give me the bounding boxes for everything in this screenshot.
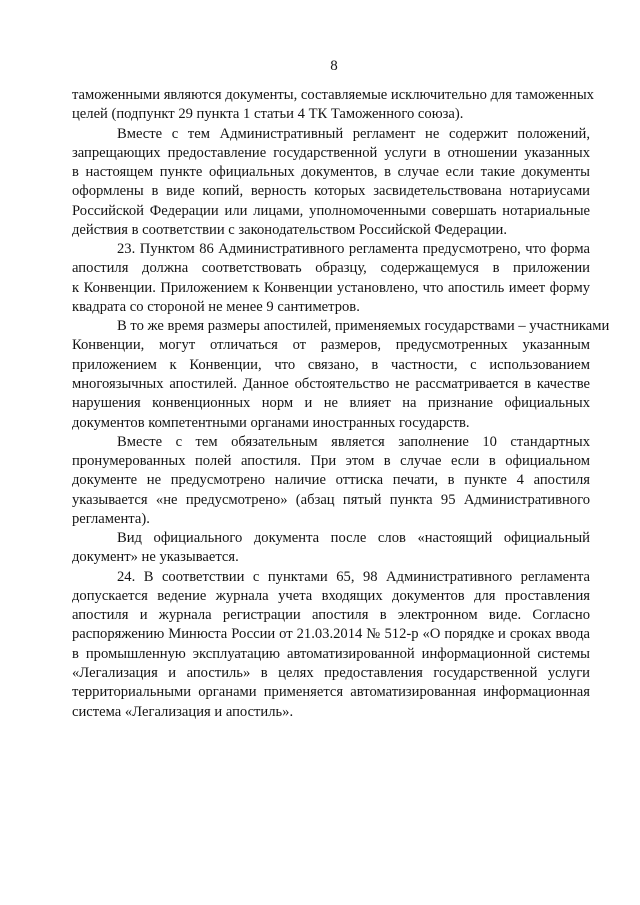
text-line: Вместе с тем обязательным является заполнение 10 стандартных — [117, 433, 590, 450]
document-body — [72, 86, 610, 722]
text-line: к Конвенции. Приложением к Конвенции установлено, что апостиль имеет форму — [72, 279, 590, 296]
text-line: документов компетентными органами иностранных государств. — [72, 414, 470, 431]
paragraph — [72, 125, 590, 241]
text-line: нарушения конвенционных норм и не влияет на признание официальных — [72, 395, 590, 412]
page-number: 8 — [330, 58, 338, 74]
text-line: территориальными органами применяется автоматизированная информационная — [72, 684, 590, 701]
text-line: в настоящем пункте официальных документов, в случае если такие документы — [72, 164, 590, 181]
text-line: регламента). — [72, 510, 150, 527]
paragraph — [72, 240, 590, 317]
text-line: система «Легализация и апостиль». — [72, 703, 294, 720]
text-line: оформлены в виде копий, верность которых засвидетельствована нотариусами — [72, 183, 590, 200]
text-line: Вид официального документа после слов «настоящий официальный — [117, 530, 590, 547]
text-line: пронумерованных полей апостиля. При этом в случае если в официальном — [72, 453, 590, 470]
text-line: допускается ведение журнала учета входящих документов для проставления — [72, 587, 590, 604]
text-line: апостиля должна соответствовать образцу, содержащемуся в приложении — [72, 260, 590, 277]
text-line: «Легализация и апостиль» в целях предоставления государственной услуги — [72, 664, 590, 681]
text-line: приложением к Конвенции, что связано, в частности, с использованием — [72, 356, 590, 373]
text-line: Вместе с тем Административный регламент не содержит положений, — [117, 125, 590, 142]
paragraph — [72, 529, 590, 568]
text-line: запрещающих предоставление государственной услуги в отношении указанных — [72, 144, 590, 161]
text-line: целей (подпункт 29 пункта 1 статьи 4 ТК Таможенного союза). — [72, 106, 464, 123]
paragraph — [72, 86, 594, 125]
paragraph — [72, 317, 610, 433]
paragraph — [72, 568, 590, 722]
text-line: Конвенции, могут отличаться от размеров, предусмотренных указанным — [72, 337, 590, 354]
text-line: действия в соответствии с законодательством Российской Федерации. — [72, 221, 507, 238]
text-line: В то же время размеры апостилей, применяемых государствами – участниками — [117, 318, 610, 335]
text-line: распоряжению Минюста России от 21.03.2014 № 512-р «О порядке и сроках ввода — [72, 626, 590, 643]
text-line: таможенными являются документы, составляемые исключительно для таможенных — [72, 87, 594, 103]
text-line: 24. В соответствии с пунктами 65, 98 Административного регламента — [117, 568, 590, 585]
text-line: многоязычных апостилей. Данное обстоятельство не рассматривается в качестве — [72, 375, 590, 392]
text-line: документ» не указывается. — [72, 549, 239, 566]
text-line: в промышленную эксплуатацию автоматизированной информационной системы — [72, 645, 590, 662]
text-line: Российской Федерации или лицами, уполномоченными совершать нотариальные — [72, 202, 590, 219]
text-line: апостиля и журнала регистрации апостиля в электронном виде. Согласно — [72, 607, 590, 624]
text-line: документе не предусмотрено наличие оттиска печати, в пункте 4 апостиля — [72, 472, 590, 489]
text-line: указывается «не предусмотрено» (абзац пятый пункта 95 Административного — [72, 491, 590, 508]
paragraph — [72, 433, 590, 529]
text-line: квадрата со стороной не менее 9 сантиметров. — [72, 298, 360, 315]
text-line: 23. Пунктом 86 Административного регламента предусмотрено, что форма — [117, 241, 590, 258]
